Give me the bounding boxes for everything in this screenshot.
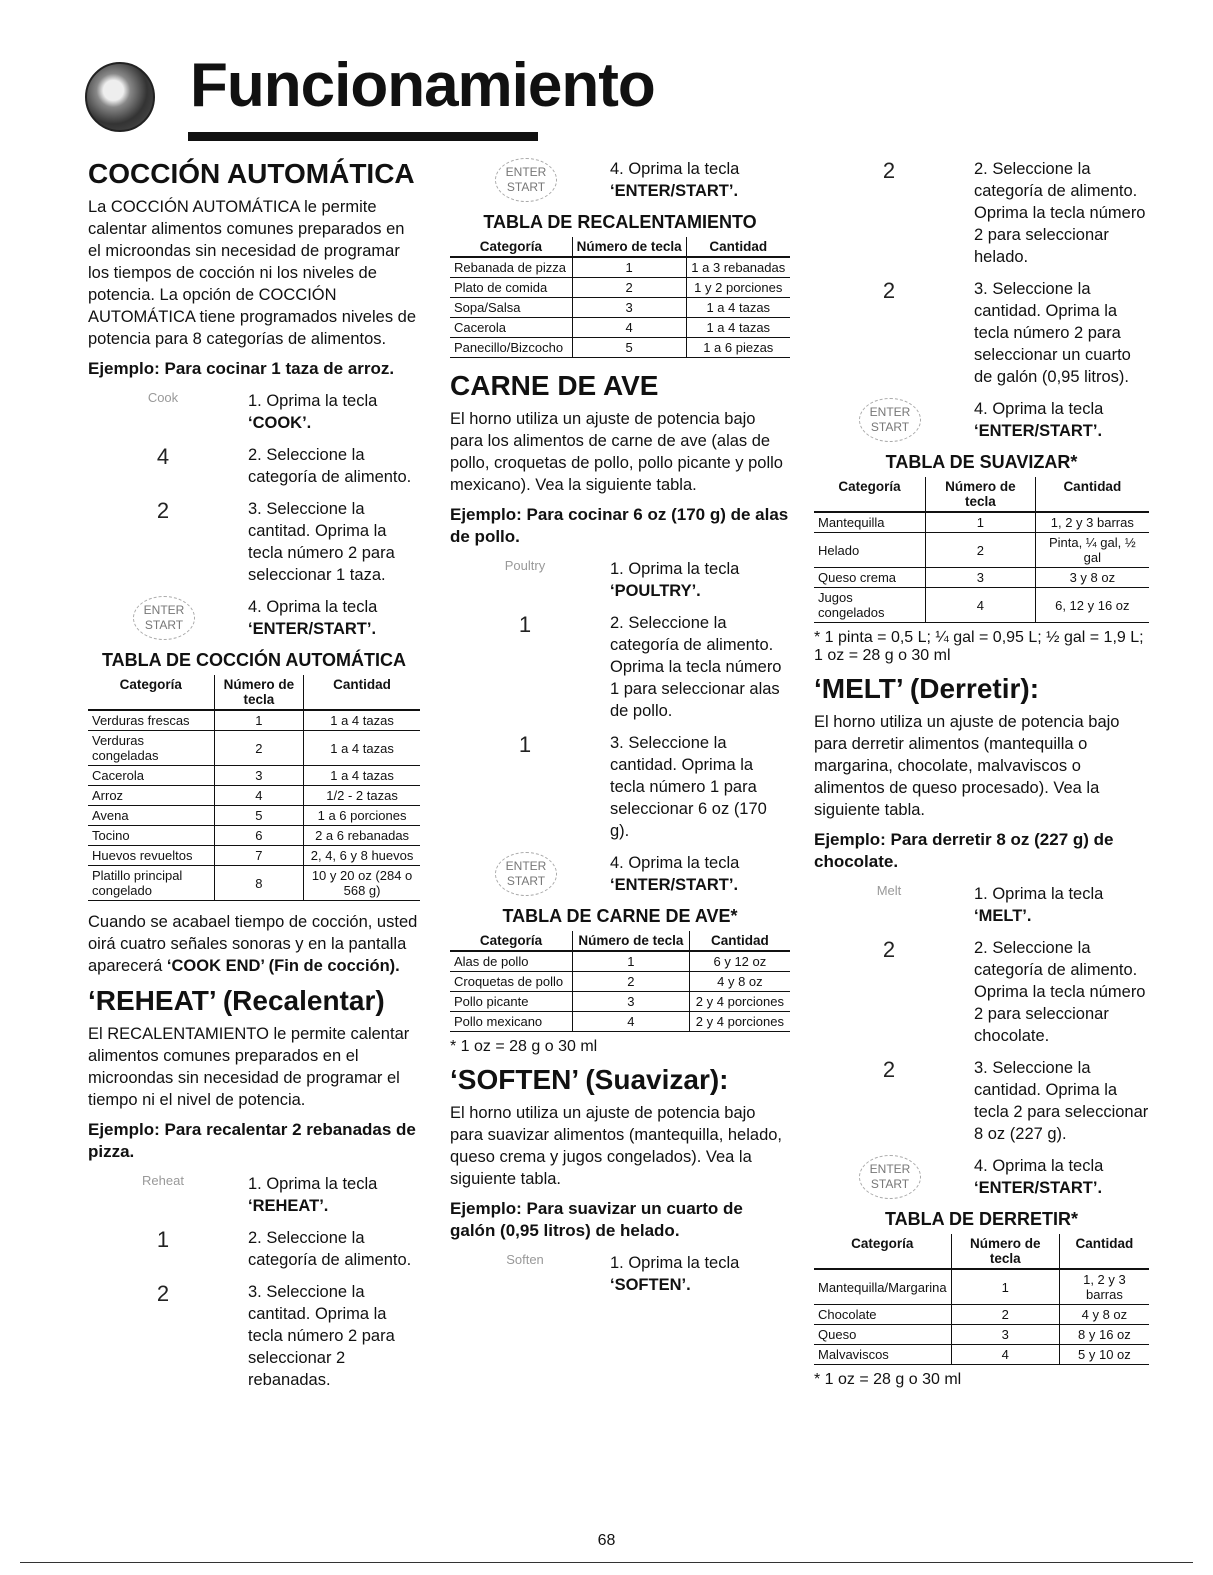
auto-after-text: Cuando se acabael tiempo de cocción, usted oirá cuatro señales sonoras y en la pantalla aparecerá <box>88 913 418 975</box>
table-row <box>450 278 790 298</box>
step-instruction: 2. Seleccione la categoría de alimento. <box>248 446 412 486</box>
table-cell: Croquetas de pollo <box>450 972 573 992</box>
keypad-key-icon: 2 <box>156 498 170 523</box>
step-key-name: ‘ENTER/START’. <box>974 1179 1103 1197</box>
auto-example: Ejemplo: Para cocinar 1 taza de arroz. <box>88 359 395 378</box>
table-cell: 2 y 4 porciones <box>689 1012 790 1032</box>
table-cell: 1 <box>572 257 686 278</box>
step-instruction: 1. Oprima la tecla <box>248 1175 378 1193</box>
step-text <box>248 1281 420 1391</box>
table-row <box>814 1305 1149 1325</box>
step-3 <box>88 1281 420 1391</box>
table-cell: 5 <box>572 338 686 358</box>
table-cell: 4 <box>214 786 304 806</box>
table-row <box>88 826 420 846</box>
soften-intro: El horno utiliza un ajuste de potencia bajo para suavizar alimentos (mantequilla, helado, queso crema y jugos congelados). Vea la siguiente tabla. <box>450 1104 783 1188</box>
table-cell: 10 y 20 oz (284 o 568 g) <box>304 866 420 901</box>
table-cell: 2 <box>214 731 304 766</box>
step-text <box>610 732 790 842</box>
column-header: Categoría <box>88 675 214 710</box>
step-key-name: ‘POULTRY’. <box>610 582 701 600</box>
footer-rule <box>20 1562 1193 1563</box>
table-cell: 3 <box>214 766 304 786</box>
table-cell: Jugos congelados <box>814 588 926 623</box>
reheat-table <box>450 237 790 358</box>
step-instruction: 4. Oprima la tecla <box>610 160 740 178</box>
table-cell: Queso <box>814 1325 951 1345</box>
table-row <box>88 806 420 826</box>
step-text <box>248 498 420 586</box>
soften-example: Ejemplo: Para suavizar un cuarto de galón (0,95 litros) de helado. <box>450 1199 743 1240</box>
reheat-example: Ejemplo: Para recalentar 2 rebanadas de pizza. <box>88 1120 416 1161</box>
column-header: Cantidad <box>686 237 790 257</box>
column-header: Número de tecla <box>572 237 686 257</box>
step-instruction: 3. Seleccione la cantidad. Oprima la tecla número 2 para seleccionar un cuarto de galón (0,95 litros). <box>974 280 1131 386</box>
step-instruction: 4. Oprima la tecla <box>248 598 378 616</box>
step-key-name: ‘ENTER/START’. <box>610 182 739 200</box>
step-instruction: 3. Seleccione la cantitad. Oprima la tecla número 2 para seleccionar 2 rebanadas. <box>248 1283 395 1389</box>
table-cell: 2 a 6 rebanadas <box>304 826 420 846</box>
table-cell: Tocino <box>88 826 214 846</box>
step-text <box>610 158 790 202</box>
table-cell: 1, 2 y 3 barras <box>1035 512 1149 533</box>
keypad-key-icon: 1 <box>518 732 532 757</box>
table-cell: 1 <box>926 512 1036 533</box>
keypad-key-icon: 2 <box>156 1281 170 1306</box>
table-row <box>450 318 790 338</box>
section-soften <box>450 1064 790 1296</box>
table-header-row <box>814 477 1149 512</box>
melt-table-title: TABLA DE DERRETIR* <box>885 1209 1078 1229</box>
step-2 <box>814 937 1149 1047</box>
table-cell: 3 y 8 oz <box>1035 568 1149 588</box>
soften-note: * 1 pinta = 0,5 L; ¼ gal = 0,95 L; ½ gal = 1,9 L; 1 oz = 28 g o 30 ml <box>814 629 1144 664</box>
step-instruction: 2. Seleccione la categoría de alimento. Oprima la tecla número 2 para seleccionar helado. <box>974 160 1146 266</box>
table-row <box>450 972 790 992</box>
table-cell: Huevos revueltos <box>88 846 214 866</box>
keypad-key-icon: Reheat <box>142 1173 184 1188</box>
step-instruction: 2. Seleccione la categoría de alimento. Oprima la tecla número 1 para seleccionar alas de pollo. <box>610 614 782 720</box>
table-row <box>814 1345 1149 1365</box>
table-row <box>814 1269 1149 1305</box>
keypad-key-icon: Soften <box>506 1252 544 1267</box>
table-row <box>88 866 420 901</box>
table-cell: Malvaviscos <box>814 1345 951 1365</box>
keypad-key-icon: 2 <box>882 158 896 183</box>
table-cell: Verduras frescas <box>88 710 214 731</box>
step-text <box>610 612 790 722</box>
step-instruction: 1. Oprima la tecla <box>610 1254 740 1272</box>
table-cell: 1 y 2 porciones <box>686 278 790 298</box>
table-cell: 8 <box>214 866 304 901</box>
table-cell: Mantequilla <box>814 512 926 533</box>
poultry-intro: El horno utiliza un ajuste de potencia bajo para los alimentos de carne de ave (alas de pollo, croquetas de pollo, pollo picante y pollo mexicano). Vea la siguiente tabla. <box>450 410 783 494</box>
step-text <box>974 1057 1149 1145</box>
table-cell: 1 a 6 porciones <box>304 806 420 826</box>
table-cell: 4 <box>573 1012 690 1032</box>
column-header: Número de tecla <box>214 675 304 710</box>
table-row <box>450 951 790 972</box>
step-key-name: ‘ENTER/START’. <box>974 422 1103 440</box>
melt-table <box>814 1234 1149 1365</box>
reheat-steps-4 <box>450 158 790 202</box>
reheat-heading: ‘REHEAT’ (Recalentar) <box>88 985 385 1016</box>
table-cell: Pollo picante <box>450 992 573 1012</box>
table-row <box>450 1012 790 1032</box>
table-cell: 1 a 3 rebanadas <box>686 257 790 278</box>
step-instruction: 4. Oprima la tecla <box>974 400 1104 418</box>
table-cell: Pollo mexicano <box>450 1012 573 1032</box>
soften-heading: ‘SOFTEN’ (Suavizar): <box>450 1064 729 1095</box>
table-row <box>88 786 420 806</box>
step-text <box>610 852 790 896</box>
table-cell: Pinta, ¼ gal, ½ gal <box>1035 533 1149 568</box>
step-4 <box>814 1155 1149 1199</box>
melt-intro: El horno utiliza un ajuste de potencia bajo para derretir alimentos (mantequilla o margarina, chocolate, malvaviscos o alimentos de queso procesado). Vea la siguiente tabla. <box>814 713 1120 819</box>
step-instruction: 1. Oprima la tecla <box>248 392 378 410</box>
column-header: Categoría <box>814 477 926 512</box>
table-cell: Panecillo/Bizcocho <box>450 338 572 358</box>
table-cell: Alas de pollo <box>450 951 573 972</box>
table-cell: 1 <box>214 710 304 731</box>
table-cell: 5 <box>214 806 304 826</box>
table-cell: 6 y 12 oz <box>689 951 790 972</box>
table-cell: 1/2 - 2 tazas <box>304 786 420 806</box>
step-text <box>248 390 420 434</box>
table-cell: 1, 2 y 3 barras <box>1059 1269 1149 1305</box>
step-instruction: 1. Oprima la tecla <box>974 885 1104 903</box>
table-row <box>814 568 1149 588</box>
column-1 <box>88 158 420 1401</box>
enter-start-key-icon: ENTER START <box>859 398 921 442</box>
table-row <box>814 588 1149 623</box>
table-cell: Sopa/Salsa <box>450 298 572 318</box>
step-instruction: 3. Seleccione la cantidad. Oprima la tecla número 1 para seleccionar 6 oz (170 g). <box>610 734 767 840</box>
step-text <box>248 1173 420 1217</box>
step-1 <box>814 883 1149 927</box>
enter-start-key-icon: ENTER START <box>859 1155 921 1199</box>
auto-table <box>88 675 420 901</box>
column-header: Categoría <box>450 931 573 951</box>
table-cell: 4 <box>926 588 1036 623</box>
table-cell: Verduras congeladas <box>88 731 214 766</box>
table-row <box>450 298 790 318</box>
table-cell: Plato de comida <box>450 278 572 298</box>
table-header-row <box>450 237 790 257</box>
soften-table-title: TABLA DE SUAVIZAR* <box>885 452 1078 472</box>
table-row <box>88 710 420 731</box>
melt-steps <box>814 883 1149 1199</box>
step-2 <box>814 158 1149 268</box>
step-3 <box>450 732 790 842</box>
step-3 <box>88 498 420 586</box>
step-1 <box>88 1173 420 1217</box>
step-text <box>974 1155 1149 1199</box>
step-text <box>248 596 420 640</box>
poultry-steps <box>450 558 790 896</box>
step-key-name: ‘SOFTEN’. <box>610 1276 691 1294</box>
table-cell: 2 y 4 porciones <box>689 992 790 1012</box>
table-row <box>450 992 790 1012</box>
table-cell: 3 <box>926 568 1036 588</box>
table-cell: 6, 12 y 16 oz <box>1035 588 1149 623</box>
table-cell: 7 <box>214 846 304 866</box>
table-cell: Queso crema <box>814 568 926 588</box>
keypad-key-icon: 2 <box>882 1057 896 1082</box>
table-cell: 3 <box>573 992 690 1012</box>
table-cell: 4 y 8 oz <box>689 972 790 992</box>
table-cell: 1 a 4 tazas <box>686 318 790 338</box>
table-row <box>814 512 1149 533</box>
keypad-key-icon: 2 <box>882 937 896 962</box>
table-cell: Mantequilla/Margarina <box>814 1269 951 1305</box>
reheat-table-title: TABLA DE RECALENTAMIENTO <box>483 212 757 232</box>
column-header: Cantidad <box>1059 1234 1149 1269</box>
keypad-key-icon: Melt <box>876 883 902 898</box>
table-cell: Cacerola <box>88 766 214 786</box>
table-cell: 1 a 4 tazas <box>304 731 420 766</box>
table-cell: Rebanada de pizza <box>450 257 572 278</box>
table-cell: 4 <box>951 1345 1059 1365</box>
table-cell: 4 y 8 oz <box>1059 1305 1149 1325</box>
step-text <box>974 278 1149 388</box>
table-row <box>450 257 790 278</box>
keypad-key-icon: 1 <box>518 612 532 637</box>
column-header: Número de tecla <box>926 477 1036 512</box>
step-instruction: 4. Oprima la tecla <box>610 854 740 872</box>
reheat-steps-1-3 <box>88 1173 420 1391</box>
melt-heading: ‘MELT’ (Derretir): <box>814 673 1040 704</box>
step-4 <box>88 596 420 640</box>
table-header-row <box>88 675 420 710</box>
step-1 <box>450 558 790 602</box>
section-auto-cook <box>88 158 420 977</box>
section-melt <box>814 673 1149 1389</box>
step-4 <box>450 852 790 896</box>
enter-start-key-icon: ENTER START <box>495 852 557 896</box>
table-cell: 1 a 4 tazas <box>686 298 790 318</box>
enter-start-key-icon: ENTER START <box>495 158 557 202</box>
table-cell: 1 a 6 piezas <box>686 338 790 358</box>
reheat-intro: El RECALENTAMIENTO le permite calentar alimentos comunes preparados en el microondas sin necesidad de programar el tiempo ni el nivel de potencia. <box>88 1025 410 1109</box>
step-text <box>974 398 1149 442</box>
table-cell: 5 y 10 oz <box>1059 1345 1149 1365</box>
table-cell: 6 <box>214 826 304 846</box>
table-cell: Avena <box>88 806 214 826</box>
table-cell: 3 <box>572 298 686 318</box>
auto-after <box>88 911 420 977</box>
column-3 <box>814 158 1149 1397</box>
table-cell: 4 <box>572 318 686 338</box>
soften-steps-1 <box>450 1252 790 1296</box>
soften-table <box>814 477 1149 623</box>
table-row <box>88 731 420 766</box>
title-underline <box>188 132 538 141</box>
section-reheat <box>88 985 420 1391</box>
column-header: Cantidad <box>1035 477 1149 512</box>
melt-example: Ejemplo: Para derretir 8 oz (227 g) de chocolate. <box>814 830 1114 871</box>
step-instruction: 4. Oprima la tecla <box>974 1157 1104 1175</box>
table-cell: 1 <box>573 951 690 972</box>
table-cell: 1 <box>951 1269 1059 1305</box>
page-title: Funcionamiento <box>190 51 655 120</box>
step-instruction: 2. Seleccione la categoría de alimento. Oprima la tecla número 2 para seleccionar chocolate. <box>974 939 1146 1045</box>
keypad-key-icon: 2 <box>882 278 896 303</box>
column-header: Categoría <box>814 1234 951 1269</box>
step-4 <box>450 158 790 202</box>
oven-dial-icon <box>85 62 155 132</box>
step-text <box>248 1227 420 1271</box>
table-row <box>814 1325 1149 1345</box>
table-cell: 3 <box>951 1325 1059 1345</box>
step-text <box>610 1252 790 1296</box>
auto-steps <box>88 390 420 640</box>
step-2 <box>88 444 420 488</box>
step-text <box>974 158 1149 268</box>
page-number: 68 <box>597 1532 616 1549</box>
step-2 <box>88 1227 420 1271</box>
table-row <box>88 766 420 786</box>
table-cell: Cacerola <box>450 318 572 338</box>
soften-steps-2-4 <box>814 158 1149 442</box>
auto-intro: La COCCIÓN AUTOMÁTICA le permite calentar alimentos comunes preparados en el microondas sin necesidad de programar los tiempos de cocción ni los niveles de potencia. La opción de COCCIÓN AUTOMÁTICA tiene programados niveles de potencia para 8 categorías de alimentos. <box>88 198 417 348</box>
poultry-table <box>450 931 790 1032</box>
poultry-table-title: TABLA DE CARNE DE AVE* <box>502 906 738 926</box>
column-header: Cantidad <box>689 931 790 951</box>
table-cell: 2 <box>926 533 1036 568</box>
step-instruction: 2. Seleccione la categoría de alimento. <box>248 1229 412 1269</box>
auto-after-bold: ‘COOK END’ (Fin de cocción). <box>166 957 400 975</box>
poultry-example: Ejemplo: Para cocinar 6 oz (170 g) de alas de pollo. <box>450 505 789 546</box>
table-cell: 8 y 16 oz <box>1059 1325 1149 1345</box>
keypad-key-icon: Cook <box>147 390 179 405</box>
auto-heading: COCCIÓN AUTOMÁTICA <box>88 158 415 189</box>
enter-start-key-icon: ENTER START <box>133 596 195 640</box>
poultry-note: * 1 oz = 28 g o 30 ml <box>450 1038 598 1055</box>
table-cell: 2 <box>951 1305 1059 1325</box>
step-text <box>974 937 1149 1047</box>
step-text <box>248 444 420 488</box>
step-key-name: ‘COOK’. <box>248 414 312 432</box>
keypad-key-icon: 4 <box>156 444 170 469</box>
table-row <box>814 533 1149 568</box>
step-4 <box>814 398 1149 442</box>
table-row <box>88 846 420 866</box>
melt-note: * 1 oz = 28 g o 30 ml <box>814 1371 962 1388</box>
step-instruction: 3. Seleccione la cantidad. Oprima la tecla 2 para seleccionar 8 oz (227 g). <box>974 1059 1149 1143</box>
auto-table-title: TABLA DE COCCIÓN AUTOMÁTICA <box>102 650 406 670</box>
column-header: Cantidad <box>304 675 420 710</box>
step-text <box>974 883 1149 927</box>
step-1 <box>88 390 420 434</box>
table-header-row <box>450 931 790 951</box>
step-2 <box>450 612 790 722</box>
step-3 <box>814 278 1149 388</box>
table-cell: 2 <box>573 972 690 992</box>
step-key-name: ‘MELT’. <box>974 907 1032 925</box>
column-header: Categoría <box>450 237 572 257</box>
column-header: Número de tecla <box>573 931 690 951</box>
column-header: Número de tecla <box>951 1234 1059 1269</box>
column-2 <box>450 158 790 1306</box>
table-row <box>450 338 790 358</box>
step-key-name: ‘ENTER/START’. <box>248 620 377 638</box>
table-cell: 1 a 4 tazas <box>304 710 420 731</box>
step-1 <box>450 1252 790 1296</box>
table-cell: 1 a 4 tazas <box>304 766 420 786</box>
keypad-key-icon: Poultry <box>504 558 546 573</box>
step-key-name: ‘ENTER/START’. <box>610 876 739 894</box>
step-key-name: ‘REHEAT’. <box>248 1197 329 1215</box>
step-text <box>610 558 790 602</box>
table-cell: 2, 4, 6 y 8 huevos <box>304 846 420 866</box>
table-cell: Helado <box>814 533 926 568</box>
step-instruction: 1. Oprima la tecla <box>610 560 740 578</box>
step-3 <box>814 1057 1149 1145</box>
table-cell: Platillo principal congelado <box>88 866 214 901</box>
table-cell: Arroz <box>88 786 214 806</box>
table-cell: 2 <box>572 278 686 298</box>
section-poultry <box>450 370 790 1056</box>
table-header-row <box>814 1234 1149 1269</box>
table-cell: Chocolate <box>814 1305 951 1325</box>
keypad-key-icon: 1 <box>156 1227 170 1252</box>
poultry-heading: CARNE DE AVE <box>450 370 659 401</box>
step-instruction: 3. Seleccione la cantitad. Oprima la tecla número 2 para seleccionar 1 taza. <box>248 500 395 584</box>
